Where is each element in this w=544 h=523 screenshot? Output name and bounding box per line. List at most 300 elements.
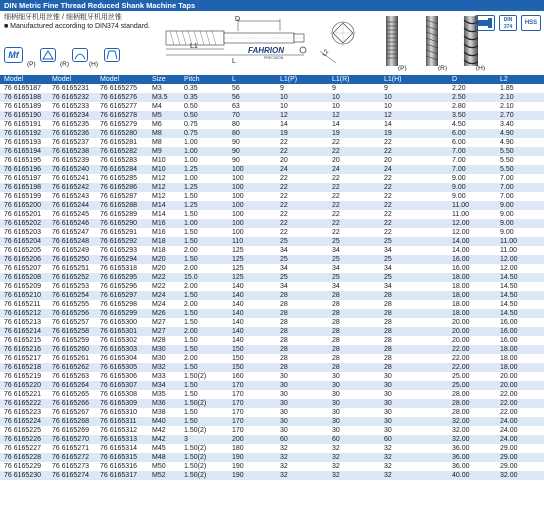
table-cell: 25: [328, 255, 380, 264]
table-cell: 9.00: [448, 183, 496, 192]
spiral-point-tap-photo: [426, 16, 438, 66]
table-cell: 11.00: [448, 210, 496, 219]
table-cell: 32: [276, 462, 328, 471]
manufacture-note: ■ Manufactured according to DIN374 standard.: [4, 23, 150, 30]
table-cell: 150: [228, 363, 276, 372]
spiral-point-tap-icon: [72, 48, 88, 62]
table-cell: 32.00: [448, 417, 496, 426]
table-cell: M18: [148, 246, 180, 255]
table-cell: 22: [276, 219, 328, 228]
table-cell: 1.50: [180, 237, 228, 246]
table-cell: 16.00: [448, 255, 496, 264]
table-cell: 76 6165246: [48, 219, 96, 228]
table-cell: 2.00: [180, 300, 228, 309]
table-cell: 76 6165195: [0, 156, 48, 165]
table-cell: 12: [380, 111, 448, 120]
table-cell: 22.00: [496, 390, 544, 399]
table-cell: M42: [148, 435, 180, 444]
table-cell: 76 6165243: [48, 192, 96, 201]
table-cell: 30: [328, 426, 380, 435]
table-cell: 9.00: [496, 219, 544, 228]
table-cell: 76 6165277: [96, 102, 148, 111]
table-cell: 28: [328, 300, 380, 309]
column-header: Size: [148, 75, 180, 84]
table-cell: 1.50: [180, 363, 228, 372]
table-cell: 12: [328, 111, 380, 120]
table-cell: 7.00: [496, 183, 544, 192]
table-cell: 28: [276, 336, 328, 345]
table-cell: 5.50: [496, 147, 544, 156]
table-cell: 76 6165231: [48, 84, 96, 93]
table-cell: 28: [276, 291, 328, 300]
table-cell: 28: [276, 354, 328, 363]
table-cell: 1.50: [180, 228, 228, 237]
table-cell: 3: [180, 435, 228, 444]
table-cell: M35: [148, 390, 180, 399]
table-row: [0, 84, 544, 93]
type-tag-p: (P): [27, 61, 36, 68]
table-row: [0, 111, 544, 120]
table-cell: 76 6165227: [0, 444, 48, 453]
table-cell: 76 6165265: [48, 390, 96, 399]
table-cell: 9.00: [496, 201, 544, 210]
table-cell: 22: [276, 228, 328, 237]
table-cell: 1.50: [180, 192, 228, 201]
table-cell: 76 6165225: [0, 426, 48, 435]
table-cell: 140: [228, 318, 276, 327]
table-cell: 32.00: [448, 435, 496, 444]
table-cell: 22: [380, 183, 448, 192]
table-cell: 25: [328, 273, 380, 282]
table-cell: 30: [328, 408, 380, 417]
table-cell: M12: [148, 183, 180, 192]
table-cell: 76 6165189: [0, 102, 48, 111]
table-cell: 28: [276, 318, 328, 327]
table-cell: 18.00: [448, 282, 496, 291]
table-cell: 76 6165312: [96, 426, 148, 435]
column-header: Model: [0, 75, 48, 84]
table-cell: 22: [380, 192, 448, 201]
table-cell: 76 6165274: [48, 471, 96, 480]
table-cell: 22: [276, 210, 328, 219]
table-cell: 22.00: [496, 408, 544, 417]
table-cell: 32: [328, 453, 380, 462]
table-cell: 76 6165281: [96, 138, 148, 147]
table-row: [0, 363, 544, 372]
table-row: [0, 345, 544, 354]
table-cell: 76 6165229: [0, 462, 48, 471]
table-cell: 22: [276, 174, 328, 183]
column-header: Model: [96, 75, 148, 84]
table-cell: 76 6165245: [48, 210, 96, 219]
table-cell: 1.50: [180, 291, 228, 300]
table-cell: 76 6165311: [96, 417, 148, 426]
spiral-flute-tap-icon: [104, 48, 120, 62]
table-cell: 125: [228, 264, 276, 273]
table-cell: 22.00: [448, 345, 496, 354]
table-row: [0, 399, 544, 408]
table-row: [0, 417, 544, 426]
table-cell: 76 6165237: [48, 138, 96, 147]
table-cell: 90: [228, 138, 276, 147]
table-cell: M8: [148, 129, 180, 138]
table-cell: 170: [228, 408, 276, 417]
table-cell: M9: [148, 147, 180, 156]
table-row: [0, 291, 544, 300]
table-cell: 76 6165236: [48, 129, 96, 138]
table-cell: 0.75: [180, 129, 228, 138]
table-cell: 76 6165190: [0, 111, 48, 120]
table-cell: 1.50(2): [180, 471, 228, 480]
table-cell: 29.00: [496, 462, 544, 471]
table-cell: 70: [228, 111, 276, 120]
table-cell: M24: [148, 300, 180, 309]
table-cell: 2.00: [180, 282, 228, 291]
table-cell: 76 6165318: [96, 264, 148, 273]
table-cell: 76 6165296: [96, 282, 148, 291]
table-row: [0, 174, 544, 183]
table-cell: 76 6165240: [48, 165, 96, 174]
hss-badge: HSS: [521, 15, 541, 31]
table-cell: 9.00: [448, 174, 496, 183]
table-row: [0, 246, 544, 255]
table-cell: 10: [328, 93, 380, 102]
table-row: [0, 120, 544, 129]
table-row: [0, 255, 544, 264]
table-cell: 22: [380, 228, 448, 237]
table-cell: 20: [276, 156, 328, 165]
table-cell: 28: [276, 363, 328, 372]
table-cell: 76 6165276: [96, 93, 148, 102]
table-cell: 30: [276, 417, 328, 426]
table-cell: 190: [228, 462, 276, 471]
table-cell: 76 6165303: [96, 345, 148, 354]
table-cell: M10: [148, 165, 180, 174]
table-cell: 140: [228, 291, 276, 300]
table-cell: 76 6165260: [48, 345, 96, 354]
table-cell: 76 6165248: [48, 237, 96, 246]
table-cell: 30: [380, 390, 448, 399]
table-cell: 76 6165220: [0, 381, 48, 390]
straight-flute-tap-icon: [40, 48, 56, 62]
table-cell: 7.00: [448, 156, 496, 165]
table-cell: 34: [276, 282, 328, 291]
table-cell: 30: [380, 417, 448, 426]
table-cell: 29.00: [496, 453, 544, 462]
table-cell: 24.00: [496, 426, 544, 435]
table-cell: 36.00: [448, 462, 496, 471]
table-cell: 76 6165199: [0, 192, 48, 201]
table-cell: 28: [328, 309, 380, 318]
table-row: [0, 381, 544, 390]
table-cell: 80: [228, 120, 276, 129]
table-cell: 12.00: [448, 219, 496, 228]
table-cell: 76 6165253: [48, 282, 96, 291]
table-cell: M12: [148, 174, 180, 183]
table-cell: 150: [228, 345, 276, 354]
table-cell: 30: [276, 390, 328, 399]
table-cell: 14: [276, 120, 328, 129]
table-cell: 150: [228, 354, 276, 363]
table-cell: 76 6165301: [96, 327, 148, 336]
table-cell: 24.00: [496, 417, 544, 426]
table-cell: 28: [380, 309, 448, 318]
table-row: [0, 237, 544, 246]
table-cell: 76 6165219: [0, 372, 48, 381]
table-cell: M32: [148, 363, 180, 372]
table-cell: 30: [276, 399, 328, 408]
table-cell: 14.50: [496, 291, 544, 300]
table-cell: 2.10: [496, 93, 544, 102]
table-cell: 76 6165198: [0, 183, 48, 192]
table-cell: 76 6165273: [48, 462, 96, 471]
table-cell: 76 6165187: [0, 84, 48, 93]
table-cell: 28.00: [448, 399, 496, 408]
table-cell: 9.00: [496, 228, 544, 237]
table-row: [0, 309, 544, 318]
table-cell: 28: [276, 309, 328, 318]
table-cell: 160: [228, 372, 276, 381]
table-cell: M27: [148, 318, 180, 327]
table-cell: 30: [276, 426, 328, 435]
table-cell: 20.00: [496, 381, 544, 390]
table-cell: 18.00: [448, 291, 496, 300]
table-row: [0, 426, 544, 435]
table-cell: 0.50: [180, 111, 228, 120]
table-cell: 9: [328, 84, 380, 93]
table-cell: 60: [380, 435, 448, 444]
table-cell: 22: [276, 147, 328, 156]
table-cell: 76 6165191: [0, 120, 48, 129]
table-cell: 76 6165261: [48, 354, 96, 363]
table-cell: 20.00: [448, 336, 496, 345]
table-cell: M3: [148, 84, 180, 93]
table-cell: 22: [328, 228, 380, 237]
table-cell: 34: [328, 282, 380, 291]
table-cell: 22: [380, 138, 448, 147]
table-cell: 28: [380, 354, 448, 363]
table-cell: 100: [228, 192, 276, 201]
table-cell: 76 6165284: [96, 165, 148, 174]
table-cell: 24: [276, 165, 328, 174]
table-cell: 28: [380, 318, 448, 327]
table-cell: 1.50(2): [180, 453, 228, 462]
dim-l1-label: L1: [190, 43, 198, 50]
table-cell: 11.00: [448, 201, 496, 210]
table-cell: 18.00: [496, 363, 544, 372]
table-cell: 76 6165221: [0, 390, 48, 399]
table-cell: 76 6165208: [0, 273, 48, 282]
table-cell: 76 6165206: [0, 255, 48, 264]
table-cell: 22: [328, 210, 380, 219]
table-cell: 11.00: [496, 246, 544, 255]
table-cell: 76 6165250: [48, 255, 96, 264]
table-cell: 32.00: [496, 471, 544, 480]
table-cell: 0.35: [180, 84, 228, 93]
table-cell: M14: [148, 201, 180, 210]
table-cell: 1.25: [180, 165, 228, 174]
table-cell: M18: [148, 237, 180, 246]
table-cell: 32: [328, 444, 380, 453]
table-cell: 22: [380, 201, 448, 210]
table-cell: 22: [380, 219, 448, 228]
table-cell: 170: [228, 399, 276, 408]
column-header: L1(H): [380, 75, 448, 84]
table-cell: 10: [276, 93, 328, 102]
table-cell: 140: [228, 327, 276, 336]
table-cell: M36: [148, 399, 180, 408]
table-cell: 1.50(2): [180, 462, 228, 471]
table-cell: 25: [380, 255, 448, 264]
table-cell: 76 6165267: [48, 408, 96, 417]
table-cell: 32: [276, 471, 328, 480]
table-cell: 16.00: [448, 264, 496, 273]
table-cell: M6: [148, 120, 180, 129]
table-cell: 76 6165268: [48, 417, 96, 426]
column-header: L: [228, 75, 276, 84]
table-cell: 76 6165239: [48, 156, 96, 165]
table-cell: 5.50: [496, 165, 544, 174]
table-cell: M24: [148, 291, 180, 300]
table-cell: 30: [276, 372, 328, 381]
table-row: [0, 156, 544, 165]
table-cell: 22: [328, 183, 380, 192]
table-cell: 22: [328, 201, 380, 210]
table-cell: 140: [228, 336, 276, 345]
table-cell: 76 6165310: [96, 408, 148, 417]
table-row: [0, 93, 544, 102]
table-cell: 76 6165201: [0, 210, 48, 219]
table-cell: 76 6165200: [0, 201, 48, 210]
table-cell: 2.70: [496, 111, 544, 120]
table-cell: 63: [228, 102, 276, 111]
table-row: [0, 165, 544, 174]
table-cell: 76 6165197: [0, 174, 48, 183]
table-cell: 22: [380, 210, 448, 219]
table-row: [0, 300, 544, 309]
table-cell: 76 6165254: [48, 291, 96, 300]
table-cell: 1.50(2): [180, 372, 228, 381]
table-cell: 190: [228, 471, 276, 480]
table-cell: M3.5: [148, 93, 180, 102]
table-cell: 170: [228, 426, 276, 435]
table-cell: 28.00: [448, 408, 496, 417]
table-cell: 76 6165304: [96, 354, 148, 363]
table-cell: 22: [380, 147, 448, 156]
table-cell: 76 6165228: [0, 453, 48, 462]
table-cell: 28: [328, 354, 380, 363]
table-cell: 76 6165249: [48, 246, 96, 255]
table-cell: 22.00: [448, 354, 496, 363]
table-cell: 2.20: [448, 84, 496, 93]
table-cell: 76 6165314: [96, 444, 148, 453]
table-cell: 76 6165224: [0, 417, 48, 426]
table-cell: 76 6165309: [96, 399, 148, 408]
table-cell: 3.40: [496, 120, 544, 129]
table-cell: M27: [148, 327, 180, 336]
table-cell: 76 6165266: [48, 399, 96, 408]
table-cell: 76 6165293: [96, 246, 148, 255]
table-cell: 76 6165252: [48, 273, 96, 282]
table-cell: 22: [328, 219, 380, 228]
table-cell: 1.50: [180, 309, 228, 318]
table-cell: 25.00: [448, 372, 496, 381]
table-cell: 76 6165205: [0, 246, 48, 255]
table-cell: 2.00: [180, 264, 228, 273]
column-header: L1(R): [328, 75, 380, 84]
table-cell: M20: [148, 255, 180, 264]
table-cell: M20: [148, 264, 180, 273]
table-cell: 76 6165272: [48, 453, 96, 462]
table-cell: 32.00: [448, 426, 496, 435]
table-row: [0, 462, 544, 471]
table-row: [0, 138, 544, 147]
table-cell: 34: [276, 246, 328, 255]
table-cell: 76 6165202: [0, 219, 48, 228]
table-cell: 1.50: [180, 336, 228, 345]
table-cell: 25: [276, 273, 328, 282]
table-cell: 1.50(2): [180, 426, 228, 435]
table-cell: 76 6165291: [96, 228, 148, 237]
table-cell: 20: [328, 156, 380, 165]
table-cell: 76 6165259: [48, 336, 96, 345]
table-cell: 34: [380, 282, 448, 291]
table-cell: M45: [148, 444, 180, 453]
table-cell: 2.00: [180, 246, 228, 255]
table-cell: 90: [228, 156, 276, 165]
table-cell: 76 6165299: [96, 309, 148, 318]
table-cell: 32: [328, 462, 380, 471]
table-cell: 80: [228, 129, 276, 138]
table-cell: M30: [148, 354, 180, 363]
table-cell: 60: [328, 435, 380, 444]
table-row: [0, 408, 544, 417]
table-cell: 1.50: [180, 417, 228, 426]
table-row: [0, 264, 544, 273]
table-cell: 20: [380, 156, 448, 165]
table-cell: 4.90: [496, 138, 544, 147]
table-cell: 24: [328, 165, 380, 174]
table-cell: 76 6165288: [96, 201, 148, 210]
table-cell: 7.00: [496, 192, 544, 201]
table-row: [0, 318, 544, 327]
table-cell: 1.00: [180, 174, 228, 183]
table-cell: 76 6165271: [48, 444, 96, 453]
table-cell: M4: [148, 102, 180, 111]
table-cell: 76 6165294: [96, 255, 148, 264]
table-cell: M33: [148, 372, 180, 381]
table-cell: M14: [148, 210, 180, 219]
table-cell: 76 6165196: [0, 165, 48, 174]
table-cell: 9: [380, 84, 448, 93]
table-cell: M28: [148, 336, 180, 345]
table-cell: 76 6165315: [96, 453, 148, 462]
table-row: [0, 201, 544, 210]
table-cell: M34: [148, 381, 180, 390]
table-cell: 25: [380, 273, 448, 282]
table-cell: 125: [228, 246, 276, 255]
table-cell: 76 6165212: [0, 309, 48, 318]
column-header: Model: [48, 75, 96, 84]
table-cell: 14.50: [496, 282, 544, 291]
table-cell: 170: [228, 381, 276, 390]
table-cell: 76 6165241: [48, 174, 96, 183]
table-cell: 34: [380, 264, 448, 273]
table-cell: 76 6165242: [48, 183, 96, 192]
table-cell: 12.00: [448, 228, 496, 237]
dim-l2-label: L2: [321, 48, 331, 58]
table-row: [0, 183, 544, 192]
